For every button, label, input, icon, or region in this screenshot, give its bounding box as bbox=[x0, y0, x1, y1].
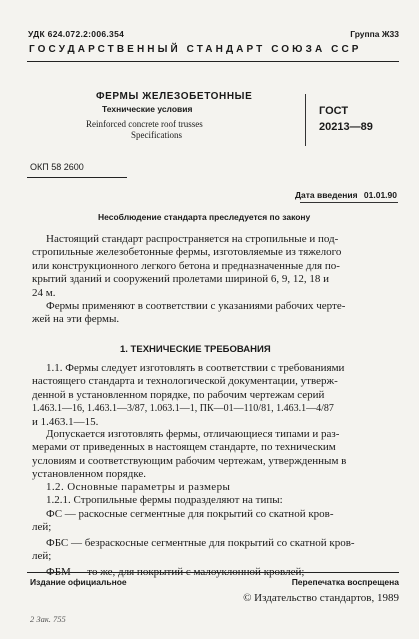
official-edition: Издание официальное bbox=[30, 577, 127, 587]
paragraph-variations bbox=[32, 428, 398, 482]
text-line: Настоящий стандарт распространяется на стропильные и под- bbox=[46, 233, 339, 245]
intro-date bbox=[295, 190, 397, 200]
title-english: Reinforced concrete roof trusses bbox=[86, 119, 203, 129]
standard-title: ГОСУДАРСТВЕННЫЙ СТАНДАРТ СОЮЗА ССР bbox=[29, 44, 362, 55]
gost-label: ГОСТ bbox=[319, 105, 349, 117]
truss-types bbox=[32, 508, 398, 579]
text-line: Фермы применяют в соответствии с указаниями рабочих черте- bbox=[46, 300, 346, 312]
usage-paragraph bbox=[32, 300, 398, 327]
list-item-continuation: лей; bbox=[32, 521, 52, 534]
text-line: Допускается изготовлять фермы, отличающиеся типами и раз- bbox=[46, 428, 340, 440]
text-line: или конструкционного легкого бетона и предназначенные для по- bbox=[32, 259, 340, 272]
okp-code: ОКП 58 2600 bbox=[30, 162, 84, 172]
document-subtitle: Технические условия bbox=[102, 104, 193, 114]
paragraph-1-2 bbox=[32, 481, 398, 508]
subsection-heading: 1.2. Основные параметры и размеры bbox=[46, 481, 231, 493]
intro-paragraph bbox=[32, 233, 398, 300]
text-line: и 1.463.1—15. bbox=[32, 415, 99, 428]
list-item: ФБС — безраскосные сегментные для покрытий со скатной кров- bbox=[46, 536, 355, 549]
text-line: мерами от приведенных в настоящем стандарте, по техническим bbox=[32, 441, 336, 454]
intro-date-label: Дата введения bbox=[294, 190, 358, 200]
paragraph-1-1 bbox=[32, 362, 398, 429]
text-line: 1.2.1. Стропильные фермы подразделяют на типы: bbox=[46, 494, 283, 507]
okp-underline bbox=[27, 177, 127, 178]
group-code: Группа Ж33 bbox=[350, 29, 399, 39]
subtitle-english: Specifications bbox=[131, 130, 182, 140]
list-item-continuation: лей; bbox=[32, 550, 52, 563]
intro-date-underline bbox=[300, 202, 398, 203]
list-item: ФС — раскосные сегментные для покрытий со скатной кров- bbox=[46, 508, 334, 520]
text-line: 1.463.1—16, 1.463.1—3/87, 1.063.1—1, ПК—01—110/81, 1.463.1—4/87 bbox=[32, 403, 334, 415]
reprint-notice: Перепечатка воспрещена bbox=[291, 577, 399, 587]
order-number: 2 Зак. 755 bbox=[30, 614, 66, 624]
text-line: жей на эти фермы. bbox=[32, 313, 120, 326]
footer-divider bbox=[27, 572, 399, 573]
text-line: крытий зданий и сооружений пролетами шириной 6, 9, 12, 18 и bbox=[32, 273, 330, 286]
text-line: 24 м. bbox=[32, 286, 56, 299]
document-title: ФЕРМЫ ЖЕЛЕЗОБЕТОННЫЕ bbox=[96, 91, 253, 102]
udk-code: УДК 624.072.2:006.354 bbox=[28, 29, 125, 39]
header-divider bbox=[27, 61, 399, 62]
title-block-separator bbox=[305, 94, 306, 146]
intro-date-value: 01.01.90 bbox=[363, 190, 397, 200]
text-line: условиям и соответствующим рабочим чертежам, утвержденным в bbox=[32, 454, 347, 467]
gost-number: 20213—89 bbox=[319, 121, 373, 133]
copyright: © Издательство стандартов, 1989 bbox=[243, 592, 399, 604]
text-line: денной в установленном порядке, по рабочим чертежам серий bbox=[32, 388, 325, 401]
text-line: 1.1. Фермы следует изготовлять в соответствии с требованиями bbox=[46, 362, 345, 374]
text-line: стропильные железобетонные фермы, изготовляемые из тяжелого bbox=[32, 246, 342, 259]
section-heading: 1. ТЕХНИЧЕСКИЕ ТРЕБОВАНИЯ bbox=[120, 344, 271, 355]
list-item: ФБМ — то же, для покрытий с малоуклонной кровлей; bbox=[46, 565, 305, 578]
text-line: установленном порядке. bbox=[32, 468, 147, 481]
compliance-note: Несоблюдение стандарта преследуется по закону bbox=[98, 212, 311, 222]
text-line: настоящего стандарта и технологической документации, утверж- bbox=[32, 375, 338, 388]
